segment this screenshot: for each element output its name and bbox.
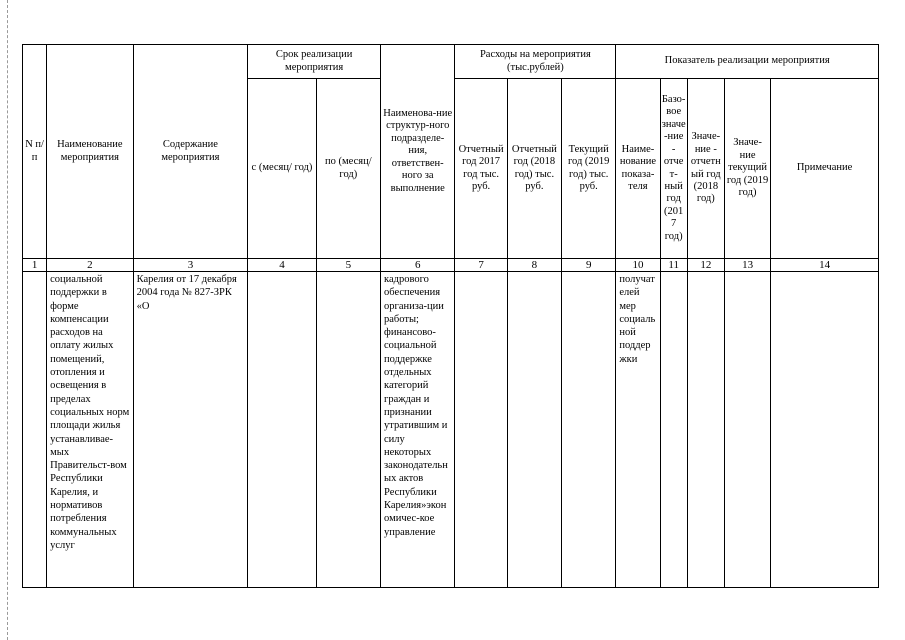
cell-value-2018	[687, 272, 724, 588]
cell-expenses-2017	[455, 272, 507, 588]
column-number: 4	[248, 259, 316, 272]
header-number: N п/п	[23, 45, 47, 259]
cell-event-name: социальной поддержки в форме компенсации расходов на оплату жилых помещений, отопления и освещения в пределах социальных норм площади жилья устанавливае-мых Правительст-вом Республики Карелия, и нормативов потребления коммунальных услуг	[47, 272, 133, 588]
header-event-content: Содержание мероприятия	[133, 45, 248, 259]
cell-value-2019	[724, 272, 770, 588]
header-indicator-group: Показатель реализации мероприятия	[616, 45, 879, 79]
cell-number	[23, 272, 47, 588]
cell-event-content: Карелия от 17 декабря 2004 года № 827-ЗРК «О	[133, 272, 248, 588]
column-number: 2	[47, 259, 133, 272]
column-number: 1	[23, 259, 47, 272]
column-number: 14	[771, 259, 879, 272]
column-number: 8	[507, 259, 561, 272]
header-indicator-name: Наиме-нование показа-теля	[616, 79, 660, 259]
cell-period-from	[248, 272, 316, 588]
header-responsible-unit: Наименова-ние структур-ного подразделе-ния, ответствен-ного за выполнение	[381, 45, 455, 259]
column-number: 12	[687, 259, 724, 272]
events-table	[22, 44, 879, 588]
cell-period-to	[316, 272, 380, 588]
header-period-group: Срок реализации мероприятия	[248, 45, 381, 79]
header-base-value: Базо-вое значе-ние - отчет-ный год (2017 год)	[660, 79, 687, 259]
header-row-top	[23, 45, 879, 79]
column-number: 9	[562, 259, 616, 272]
column-number: 13	[724, 259, 770, 272]
cell-responsible-unit: кадрового обеспечения организа-ции работы; финансово-социальной поддержке отдельных категорий граждан и признании утратившим и силу некоторых законодательных актов Республики Карелия»экономичес-кое управление	[381, 272, 455, 588]
header-event-name: Наименование мероприятия	[47, 45, 133, 259]
header-expenses-group: Расходы на мероприятия (тыс.рублей)	[455, 45, 616, 79]
header-value-2019: Значе-ние текущий год (2019 год)	[724, 79, 770, 259]
page-fold-line	[7, 0, 8, 640]
header-expenses-2018: Отчетный год (2018 год) тыс. руб.	[507, 79, 561, 259]
cell-base-value	[660, 272, 687, 588]
cell-expenses-2018	[507, 272, 561, 588]
header-period-to: по (месяц/ год)	[316, 79, 380, 259]
cell-note	[771, 272, 879, 588]
column-number: 5	[316, 259, 380, 272]
table-row	[23, 272, 879, 588]
column-number: 11	[660, 259, 687, 272]
column-number: 3	[133, 259, 248, 272]
cell-indicator-name: получателей мер социальной поддержки	[616, 272, 660, 588]
header-expenses-2017: Отчетный год 2017 год тыс. руб.	[455, 79, 507, 259]
header-note: Примечание	[771, 79, 879, 259]
cell-expenses-2019	[562, 272, 616, 588]
column-numbers-row	[23, 259, 879, 272]
header-expenses-2019: Текущий год (2019 год) тыс. руб.	[562, 79, 616, 259]
column-number: 10	[616, 259, 660, 272]
header-value-2018: Значе-ние - отчетный год (2018 год)	[687, 79, 724, 259]
header-period-from: с (месяц/ год)	[248, 79, 316, 259]
column-number: 6	[381, 259, 455, 272]
column-number: 7	[455, 259, 507, 272]
